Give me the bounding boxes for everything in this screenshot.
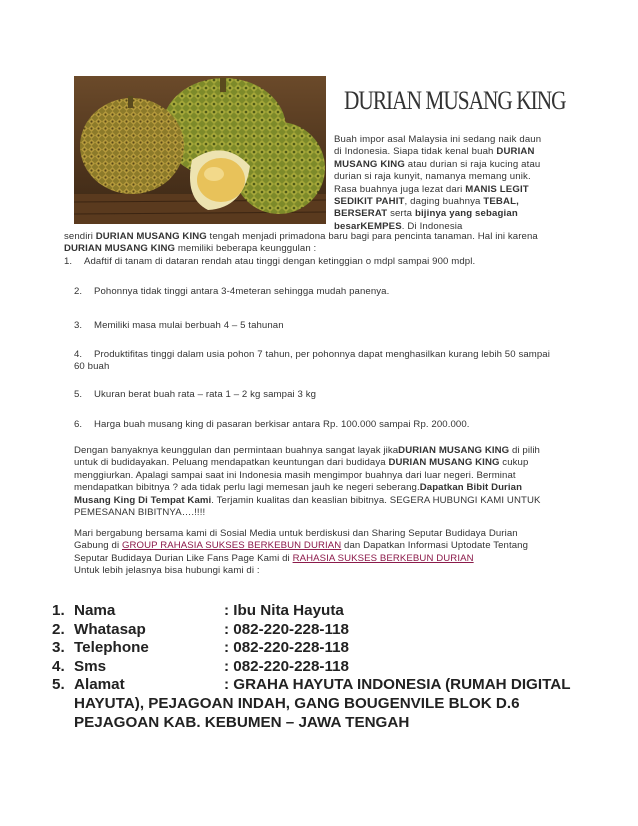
list-item: 3. Memiliki masa mulai berbuah 4 – 5 tahunan (74, 320, 284, 331)
durian-photo (74, 76, 326, 224)
page-title: DURIAN MUSANG KING (344, 86, 566, 115)
list-item: 2. Pohonnya tidak tinggi antara 3-4meteran sehingga mudah panenya. (74, 286, 390, 297)
list-item: 5. Ukuran berat buah rata – rata 1 – 2 kg sampai 3 kg (74, 389, 317, 400)
contact-item-name: 1. Nama : Ibu Nita Hayuta (52, 602, 344, 619)
contact-item-address: 5. Alamat : GRAHA HAYUTA INDONESIA (RUMAH DIGITAL HAYUTA), PEJAGOAN INDAH, GANG BOUGENVILE BLOK D.6 PEJAGOAN KAB. KEBUMEN – JAWA TENGAH (52, 676, 571, 731)
contact-item-telephone: 3. Telephone : 082-220-228-118 (52, 639, 349, 657)
contact-item-whatsapp: 2. Whatasap : 082-220-228-118 (52, 620, 349, 638)
list-item: 1. Adaftif di tanam di dataran rendah atau tinggi dengan ketinggian o mdpl sampai 900 mdpl. (64, 256, 476, 267)
contact-item-sms: 4. Sms : 082-220-228-118 (52, 657, 349, 675)
list-item: 4. Produktifitas tinggi dalam usia pohon 7 tahun, per pohonnya dapat menghasilkan kurang lebih 50 sampai 60 buah (74, 349, 550, 373)
group-link[interactable]: GROUP RAHASIA SUKSES BERKEBUN DURIAN (121, 540, 342, 552)
list-item: 6. Harga buah musang king di pasaran berkisar antara Rp. 100.000 sampai Rp. 200.000. (74, 419, 470, 430)
continuation-paragraph: sendiri DURIAN MUSANG KING tengah menjadi primadona baru bagi para pencinta tanaman. Hal ini karena DURIAN MUSANG KING memiliki beberapa keunggulan : (64, 231, 538, 255)
closing-paragraph: Dengan banyaknya keunggulan dan permintaan buahnya sangat layak jikaDURIAN MUSANG KING di pilih untuk di budidayakan. Peluang mendapatkan keuntungan dari budidaya DURIAN MUSANG KING cukup menggiurkan. Apalagi sampai saat ini Indonesia masih mengimpor buahnya dari luar negeri. Berminat mendapatkan bibitnya ? ada tidak perlu lagi memesan jauh ke negeri seberang.Dapatkan Bibit Durian Musang King Di Tempat Kami. Terjamin kualitas dan keaslian bibitnya. SEGERA HUBUNGI KAMI UNTUK PEMESANAN BIBITNYA….!!!! (74, 445, 541, 519)
fanspage-link[interactable]: RAHASIA SUKSES BERKEBUN DURIAN (292, 552, 474, 564)
contact-list (52, 602, 572, 732)
social-paragraph: Mari bergabung bersama kami di Sosial Media untuk berdiskusi dan Sharing Seputar Budidaya Durian Gabung di GROUP RAHASIA SUKSES BERKEBUN DURIAN dan Dapatkan Informasi Uptodate Tentang Seputar Budidaya Durian Like Fans Page Kami di RAHASIA SUKSES BERKEBUN DURIAN Untuk lebih jelasnya bisa hubungi kami di : (74, 528, 529, 577)
intro-paragraph: Buah impor asal Malaysia ini sedang naik daun di Indonesia. Siapa tidak kenal buah DURIAN MUSANG KING atau durian si raja kucing atau durian si raja kunyit, namanya memang unik. Rasa buahnya juga lezat dari MANIS LEGIT SEDIKIT PAHIT, daging buahnya TEBAL, BERSERAT serta bijinya yang sebagian besarKEMPES. Di Indonesia (334, 134, 542, 232)
